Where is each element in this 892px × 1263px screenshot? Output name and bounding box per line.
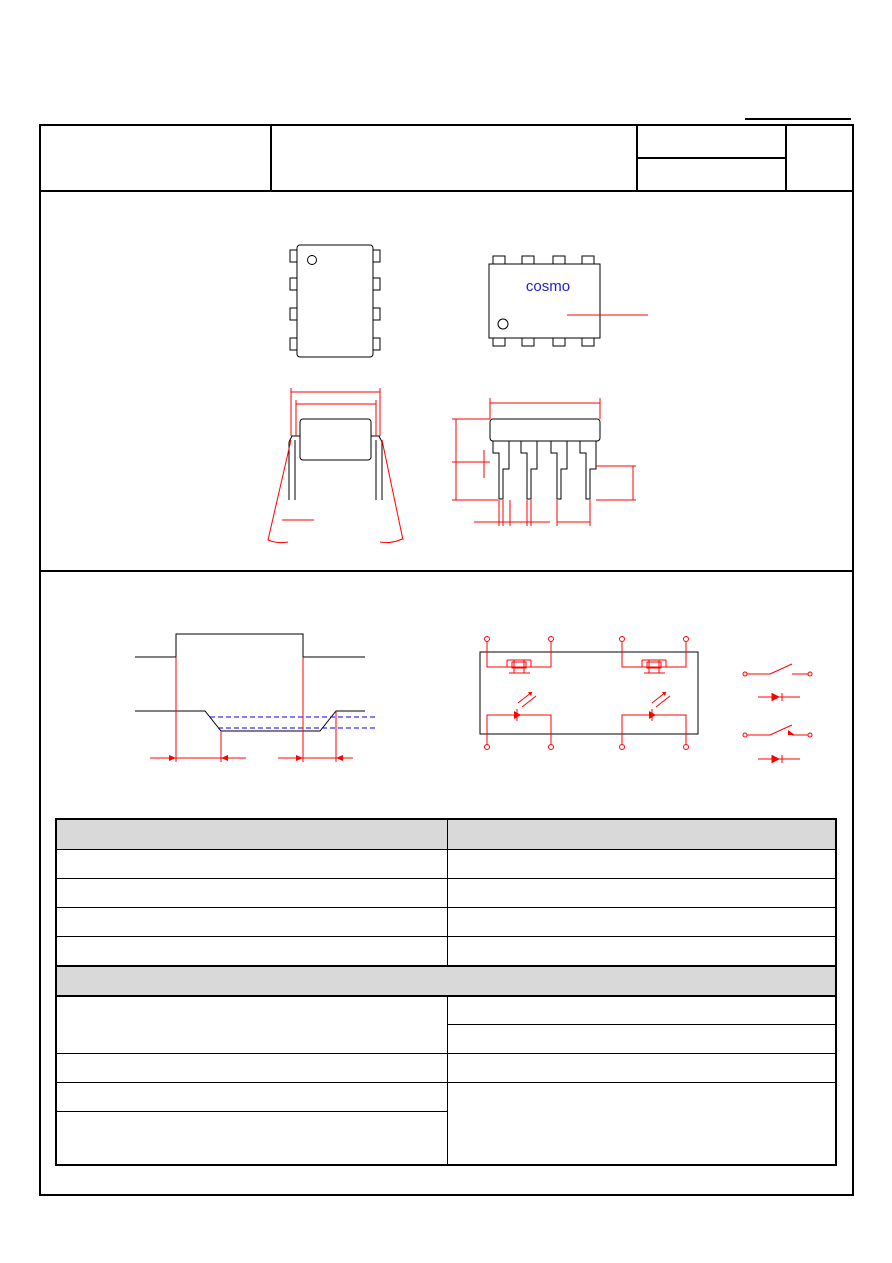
- table-col-divider: [447, 820, 448, 965]
- top-view-leads: [290, 250, 380, 350]
- table-row: [57, 936, 835, 937]
- internal-schematic: [480, 637, 698, 750]
- table-row: [57, 907, 835, 908]
- package-marking-view: [489, 256, 600, 346]
- table-row: [57, 1111, 447, 1112]
- table-row: [57, 878, 835, 879]
- table-section-row: [57, 967, 835, 997]
- package-top-view: [290, 245, 380, 357]
- pin1-marker-icon: [308, 256, 317, 265]
- input-waveform: [135, 634, 365, 657]
- table-row: [447, 1024, 835, 1025]
- table-header-col2: [449, 820, 835, 849]
- package-front-view: [452, 398, 636, 526]
- lower-diagrams: [0, 572, 892, 812]
- timing-diagram: [135, 634, 375, 762]
- table-header-col1: [57, 820, 447, 849]
- table-row: [447, 1082, 835, 1083]
- table-row: [57, 1053, 835, 1054]
- marking-logo: cosmo: [525, 278, 571, 295]
- package-end-view: [268, 388, 403, 543]
- package-drawings: [0, 0, 892, 570]
- table-col-divider: [447, 997, 448, 1164]
- spec-table: [55, 818, 837, 1166]
- legend-symbols: [743, 664, 812, 763]
- table-row: [57, 1082, 447, 1083]
- marking-pin1-icon: [498, 319, 508, 329]
